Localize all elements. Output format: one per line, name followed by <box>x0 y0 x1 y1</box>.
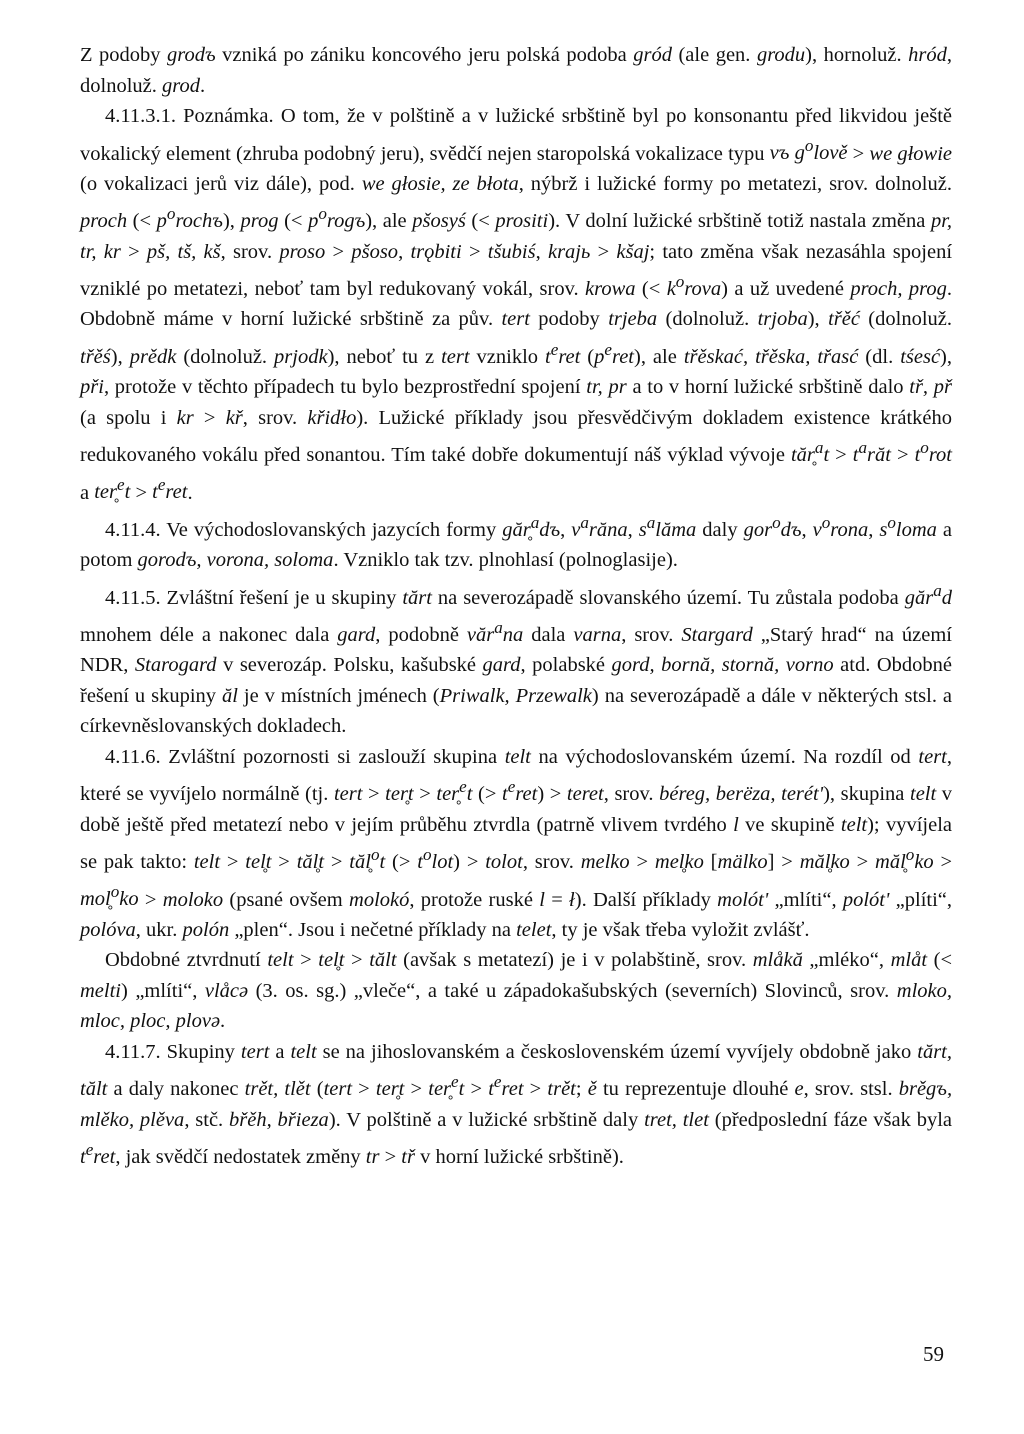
paragraph-polabian: Obdobné ztvrdnutí telt > tel̥t > tălt (avšak s metatezí) je i v polabštině, srov. mlåkă „mléko“, mlåt (< melti) „mlíti“, vlåcə (3. os. sg.) „vleče“, a také u západokašubských (severních) Slovinců, srov. mloko, mloc, ploc, plovə. <box>80 949 953 1033</box>
paragraph-4-11-4: 4.11.4. Ve východoslovanských jazycích formy găr̥$^a$dъ, $v^arăna$, $s^alăma$ daly gor$^o$dъ, $v^orona$, $s^oloma$ a potom gorodъ, vorona, soloma. Vzniklo tak tzv. plnohlasí (polnoglasije). <box>80 512 953 572</box>
page-number: 59 <box>923 1342 944 1366</box>
paragraph-4-11-7: 4.11.7. Skupiny tert a telt se na jihoslovanském a československém území vyvíjely obdobně jako tărt, tălt a daly nakonec trět, tlět (tert > ter̥t > ter̥$^e$t > $t^eret$ > trět; ě tu reprezentuje dlouhé e, srov. stsl. brěgъ, mlěko, plěva, stč. břěh, břieza). V polštině a v lužické srbštině daly tret, tlet (předposlední fáze však byla $t^eret$, jak svědčí nedostatek změny tr > tř v horní lužické srbštině). <box>80 1040 953 1169</box>
paragraph-continuation: Z podoby grodъ vzniká po zániku koncového jeru polská podoba gród (ale gen. grodu), hornoluž. hród, dolnoluž. grod. <box>80 44 952 97</box>
paragraph-4-11-5: 4.11.5. Zvláštní řešení je u skupiny tărt na severozápadě slovanského území. Tu zůstala podoba găr$^a$d mnohem déle a nakonec dala gard, podobně văr$^a$na dala varna, srov. Stargard „Starý hrad“ na území NDR, Starogard v severozáp. Polsku, kašubské gard, polabské gord, bornă, stornă, vorno atd. Obdobné řešení u skupiny ăl je v místních jménech (Priwalk, Przewalk) na severozápadě a dále v některých stsl. a církevněslovanských dokladech. <box>80 580 952 738</box>
paragraph-4-11-6: 4.11.6. Zvláštní pozornosti si zaslouží skupina telt na východoslovanském území. Na rozdíl od tert, které se vyvíjelo normálně (tj. tert > ter̥t > ter̥$^e$t (> $t^eret$) > teret, srov. béreg, berëza, terét'), skupina telt v době ještě před metatezí nebo v jejím průběhu ztvrdla (patrně vlivem tvrdého l ve skupině telt); vyvíjela se pak takto: telt > tel̥t > tăl̥t > tăl̥$^o$t (> $t^olot$) > tolot, srov. melko > mel̥ko [mälko] > măl̥ko > măl̥$^o$ko > mol̥$^o$ko > moloko (psané ovšem molokó, protože ruské l = ł). Další příklady molót' „mlíti“, polót' „plíti“, polóva, ukr. polón „plen“. Jsou i nečetné příklady na telet, ty je však třeba vyložit zvlášť. <box>80 745 953 941</box>
paragraph-4-11-3-1: 4.11.3.1. Poznámka. O tom, že v polštině a v lužické srbštině byl po konsonantu před likvidou ještě vokalický element (zhruba podobný jeru), svědčí nejen staropolská vokalizace typu vъ $g^olově$ > we głowie (o vokalizaci jerů viz dále), pod. we głosie, ze błota, nýbrž i lužické formy po metatezi, srov. dolnoluž. proch (< $p^orochъ$), prog (< $p^orogъ$), ale pšosyś (< prositi). V dolní lužické srbštině totiž nastala změna pr, tr, kr > pš, tš, kš, srov. proso > pšoso, trǫbiti > tšubiś, krajь > kšaj; tato změna však nezasáhla spojení vzniklé po metatezi, neboť tam byl redukovaný vokál, srov. krowa (< $k^orova$) a už uvedené proch, prog. Obdobně máme v horní lužické srbštině za pův. tert podoby trjeba (dolnoluž. trjoba), třěć (dolnoluž. třěś), prědk (dolnoluž. prjodk), neboť tu z tert vzniklo $t^eret$ $(p^eret)$, ale třěskać, třěska, třasć (dl. tśesć), při, protože v těchto případech tu bylo bezprostřední spojení tr, pr a to v horní lužické srbštině dalo tř, př (a spolu i kr > kř, srov. křidło). Lužické příklady jsou přesvědčivým dokladem existence krátkého redukovaného vokálu před sonantou. Tím také dobře dokumentují náš výklad vývoje tăr̥$^a$t > $t^arăt > t^orot$ a ter̥$^e$t > $t^eret$. <box>80 105 953 504</box>
page-text <box>80 40 952 1173</box>
